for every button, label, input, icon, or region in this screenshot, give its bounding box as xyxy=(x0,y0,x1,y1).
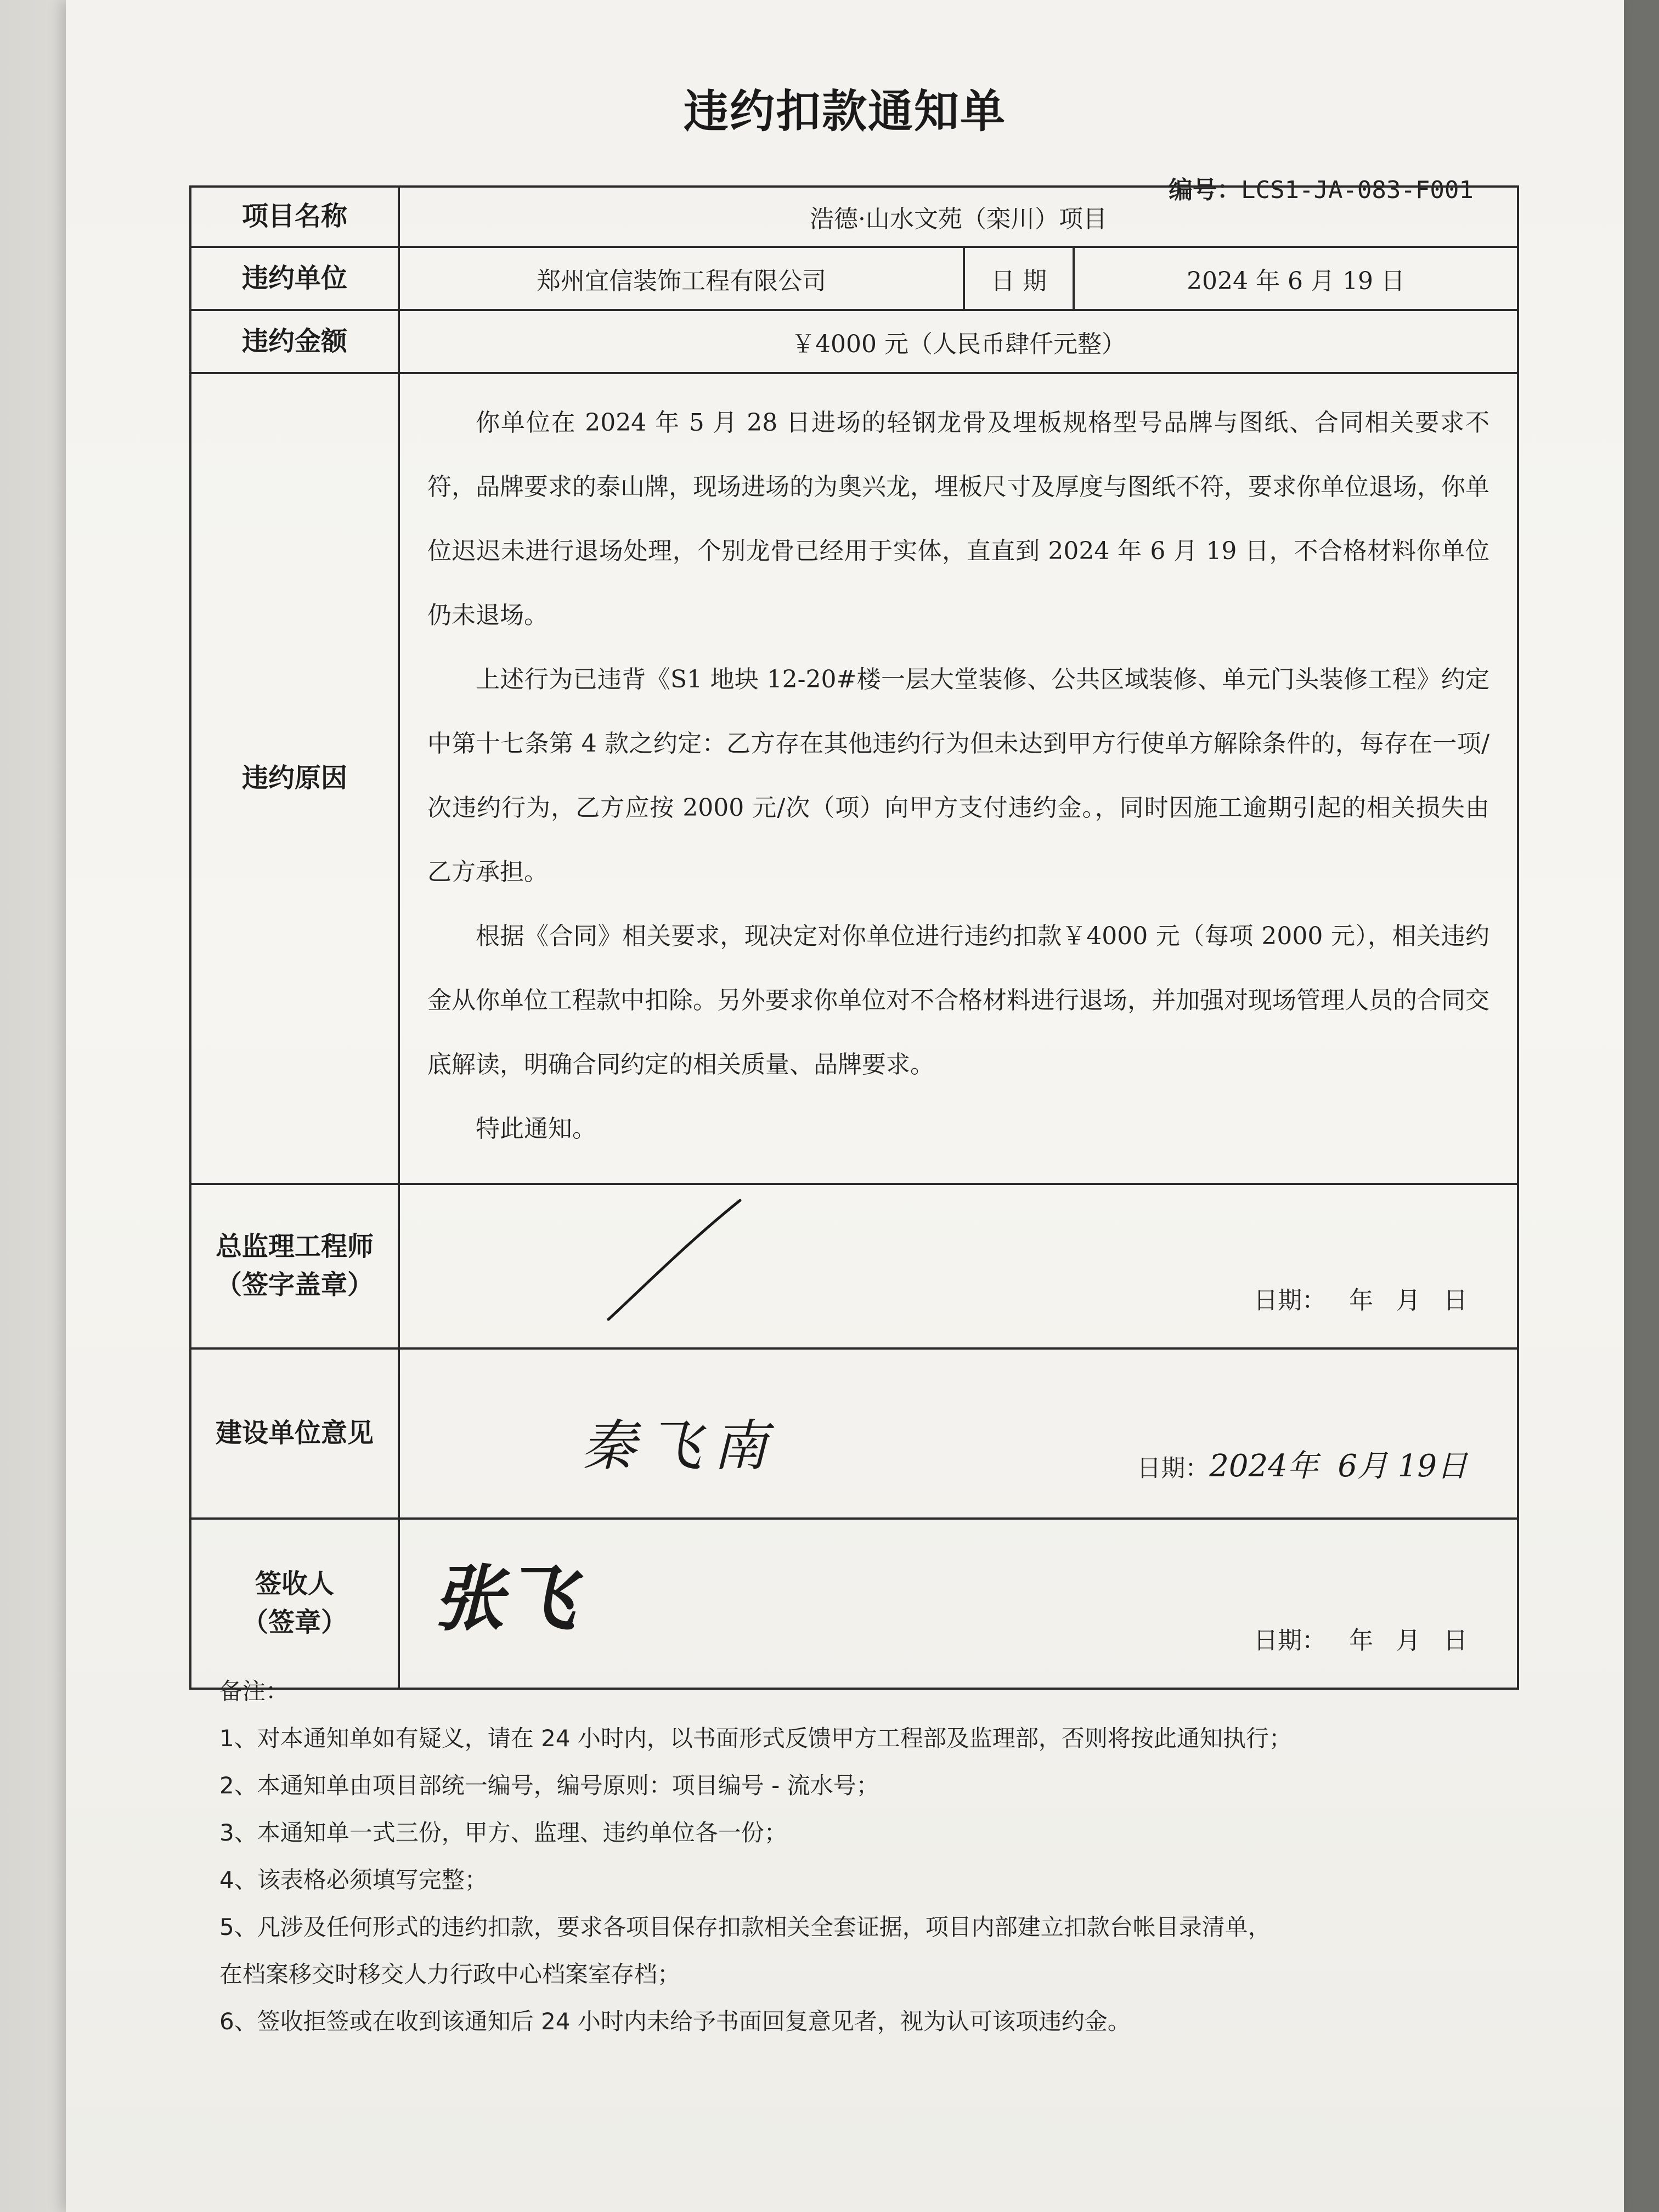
remark-item: 2、本通知单由项目部统一编号，编号原则：项目编号 - 流水号； xyxy=(219,1772,879,1799)
remark-item: 5、凡涉及任何形式的违约扣款，要求各项目保存扣款相关全套证据，项目内部建立扣款台帐目录清单， xyxy=(219,1914,1271,1940)
reason-paragraph-2: 上述行为已违背《S1 地块 12-20#楼一层大堂装修、公共区域装修、单元门头装修工程》约定中第十七条第 4 款之约定：乙方存在其他违约行为但未达到甲方行使单方解除条件的，每存在一项/次违约行为，乙方应按 2000 元/次（项）向甲方支付违约金。，同时因施工逾期引起的相关损失由乙方承担。 xyxy=(427,665,1490,886)
remark-item: 6、签收拒签或在收到该通知后 24 小时内未给予书面回复意见者，视为认可该项违约金。 xyxy=(219,2008,1131,2035)
reason-paragraph-1: 你单位在 2024 年 5 月 28 日进场的轻钢龙骨及埋板规格型号品牌与图纸、合同相关要求不符，品牌要求的泰山牌，现场进场的为奥兴龙，埋板尺寸及厚度与图纸不符，要求你单位退场，你单位迟迟未进行退场处理，个别龙骨已经用于实体，直直到 2024 年 6 月 19 日，不合格材料你单位仍未退场。 xyxy=(427,409,1490,629)
owner-opinion-label: 建设单位意见 xyxy=(190,1348,399,1519)
receiver-label xyxy=(190,1519,399,1689)
owner-date-label: 日期： xyxy=(1137,1454,1210,1482)
row-amount xyxy=(190,310,1518,373)
supervisor-date: 日期： 年 月 日 xyxy=(1254,1286,1468,1314)
date-label: 日 期 xyxy=(964,247,1074,310)
receiver-sign-cell[interactable] xyxy=(399,1519,1518,1689)
owner-date-handwritten: 2024年 6月 19日 xyxy=(1209,1448,1468,1484)
remark-item: 3、本通知单一式三份，甲方、监理、违约单位各一份； xyxy=(219,1819,787,1846)
receiver-handwritten-signature: 张飞 xyxy=(433,1556,576,1640)
receiver-label-line2: （签章） xyxy=(241,1607,347,1638)
violation-unit-value: 郑州宜信装饰工程有限公司 xyxy=(399,247,964,310)
owner-opinion-cell[interactable] xyxy=(399,1348,1518,1519)
document-title: 违约扣款通知单 xyxy=(683,86,1006,138)
row-supervisor xyxy=(190,1184,1518,1348)
row-reason xyxy=(190,373,1518,1184)
violation-unit-label: 违约单位 xyxy=(190,247,399,310)
supervisor-label-line1: 总监理工程师 xyxy=(215,1231,374,1262)
code-value: LCS1-JA-083-F001 xyxy=(1241,176,1474,204)
row-project xyxy=(190,187,1518,247)
receiver-date: 日期： 年 月 日 xyxy=(1254,1627,1468,1655)
supervisor-sign-cell[interactable] xyxy=(399,1184,1518,1348)
row-unit xyxy=(190,247,1518,310)
violation-amount-label: 违约金额 xyxy=(190,310,399,373)
owner-date xyxy=(1137,1442,1468,1486)
supervisor-label xyxy=(190,1184,399,1348)
project-name-label: 项目名称 xyxy=(190,187,399,247)
reason-paragraph-3: 根据《合同》相关要求，现决定对你单位进行违约扣款￥4000 元（每项 2000 元），相关违约金从你单位工程款中扣除。另外要求你单位对不合格材料进行退场，并加强对现场管理人员的合同交底解读，明确合同约定的相关质量、品牌要求。 xyxy=(427,922,1490,1079)
supervisor-signature-stroke xyxy=(603,1196,746,1328)
code-label: 编号： xyxy=(1169,176,1241,204)
reason-paragraph-4: 特此通知。 xyxy=(476,1115,596,1143)
remarks-section xyxy=(219,1668,1536,2045)
project-name-value: 浩德·山水文苑（栾川）项目 xyxy=(399,187,1518,247)
violation-reason-label: 违约原因 xyxy=(190,373,399,1184)
remark-item: 4、该表格必须填写完整； xyxy=(219,1866,488,1893)
violation-amount-value: ￥4000 元（人民币肆仟元整） xyxy=(399,310,1518,373)
remark-item: 在档案移交时移交人力行政中心档案室存档； xyxy=(219,1961,681,1988)
supervisor-label-line2: （签字盖章） xyxy=(215,1269,374,1300)
row-owner xyxy=(190,1348,1518,1519)
receiver-label-line1: 签收人 xyxy=(255,1568,334,1600)
remarks-heading: 备注： xyxy=(219,1678,289,1705)
date-value: 2024 年 6 月 19 日 xyxy=(1074,247,1518,310)
owner-handwritten-signature: 秦飞南 xyxy=(581,1414,778,1478)
row-receiver xyxy=(190,1519,1518,1689)
violation-reason-content xyxy=(399,373,1518,1184)
notice-form-table xyxy=(189,185,1519,1690)
remark-item: 1、对本通知单如有疑义，请在 24 小时内，以书面形式反馈甲方工程部及监理部，否则将按此通知执行； xyxy=(219,1725,1292,1752)
